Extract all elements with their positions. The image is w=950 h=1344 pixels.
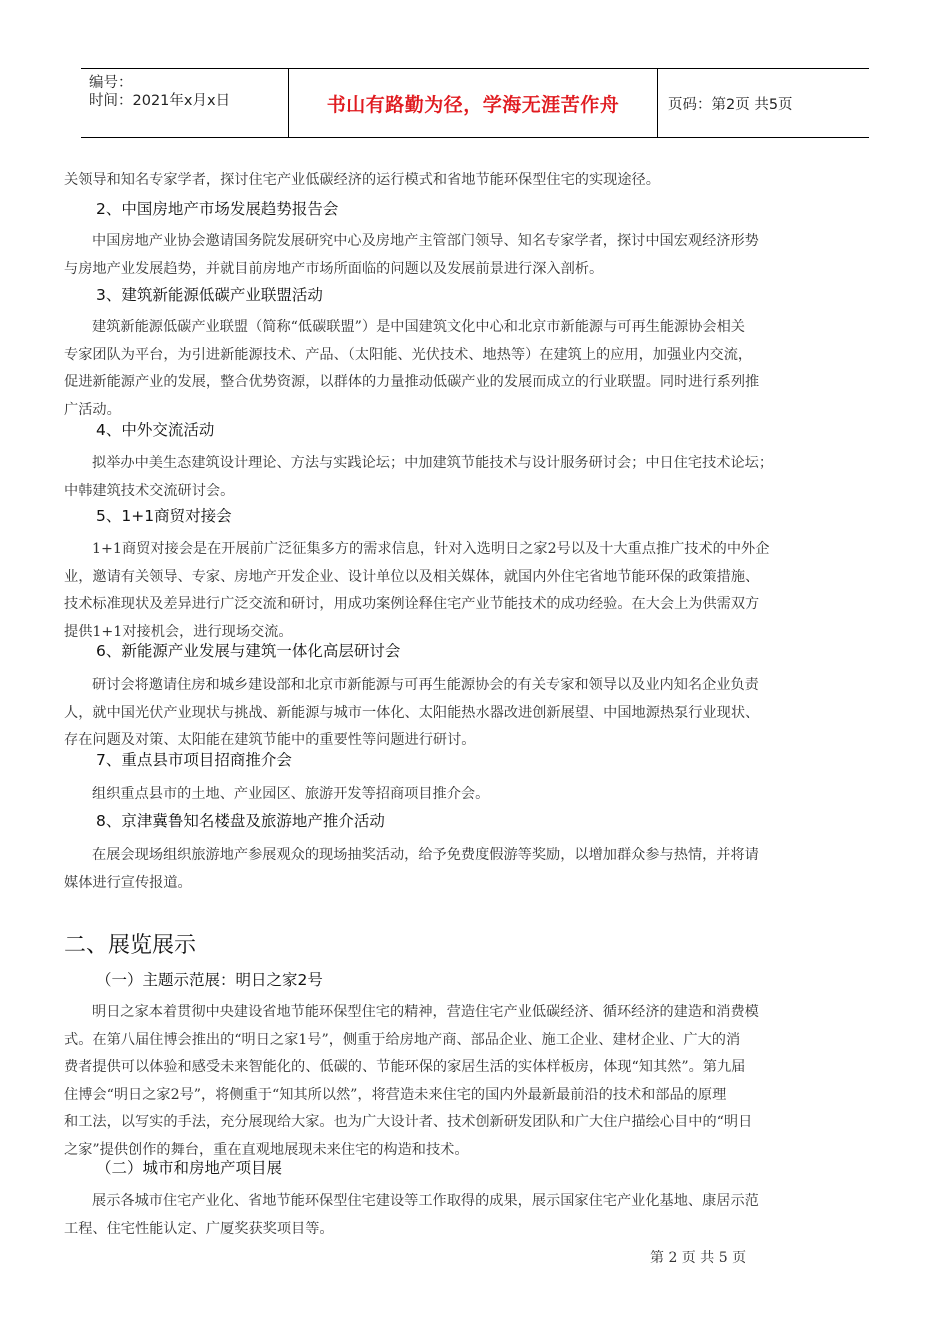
header-time: 时间：2021年x月x日 <box>89 93 231 109</box>
paragraph-line: 1+1商贸对接会是在开展前广泛征集多方的需求信息，针对入选明日之家2号以及十大重点推广技术的中外企 <box>92 541 770 557</box>
item7-heading: 7、重点县市项目招商推介会 <box>96 751 292 769</box>
paragraph-line: 在展会现场组织旅游地产参展观众的现场抽奖活动，给予免费度假游等奖励，以增加群众参与热情，并将请 <box>92 847 759 863</box>
sub1-heading: （一）主题示范展：明日之家2号 <box>96 971 323 989</box>
paragraph-line: 业，邀请有关领导、专家、房地产开发企业、设计单位以及相关媒体，就国内外住宅省地节能环保的政策措施、 <box>64 568 760 585</box>
header-number: 编号： <box>89 75 133 91</box>
page-footer: 第 2 页 共 5 页 <box>650 1250 747 1266</box>
sub2-heading: （二）城市和房地产项目展 <box>96 1159 283 1177</box>
item6-paragraph <box>64 672 904 755</box>
paragraph-line: 提供1+1对接机会，进行现场交流。 <box>64 623 293 640</box>
item8-paragraph <box>64 842 904 897</box>
item7-paragraph <box>64 781 904 809</box>
item2-heading: 2、中国房地产市场发展趋势报告会 <box>96 200 339 218</box>
paragraph-line: 存在问题及对策、太阳能在建筑节能中的重要性等问题进行研讨。 <box>64 732 476 748</box>
sub1-paragraph <box>64 999 904 1164</box>
item6-heading: 6、新能源产业发展与建筑一体化高层研讨会 <box>96 642 401 660</box>
paragraph-line: 和工法，以写实的手法，充分展现给大家。也为广大设计者、技术创新研发团队和广大住户描绘心目中的“明日 <box>64 1114 753 1130</box>
paragraph-line: 促进新能源产业的发展，整合优势资源，以群体的力量推动低碳产业的发展而成立的行业联盟。同时进行系列推 <box>64 374 760 390</box>
paragraph-line: 建筑新能源低碳产业联盟（简称“低碳联盟”）是中国建筑文化中心和北京市新能源与可再生能源协会相关 <box>92 319 745 335</box>
paragraph-line: 与房地产业发展趋势，并就目前房地产市场所面临的问题以及发展前景进行深入剖析。 <box>64 260 604 277</box>
header-motto: 书山有路勤为径，学海无涯苦作舟 <box>289 69 658 137</box>
paragraph-line: 费者提供可以体验和感受未来智能化的、低碳的、节能环保的家居生活的实体样板房，体现“知其然”。第九届 <box>64 1059 746 1075</box>
paragraph-line: 明日之家本着贯彻中央建设省地节能环保型住宅的精神，营造住宅产业低碳经济、循环经济的建造和消费模 <box>92 1004 759 1020</box>
paragraph-line: 人，就中国光伏产业现状与挑战、新能源与城市一体化、太阳能热水器改进创新展望、中国地源热泵行业现状、 <box>64 704 760 721</box>
item4-paragraph <box>64 450 904 505</box>
paragraph-line: 住博会“明日之家2号”，将侧重于“知其所以然”，将营造未来住宅的国内外最新最前沿的技术和部品的原理 <box>64 1086 727 1103</box>
item3-heading: 3、建筑新能源低碳产业联盟活动 <box>96 286 323 304</box>
paragraph-line: 组织重点县市的土地、产业园区、旅游开发等招商项目推介会。 <box>92 786 490 802</box>
item5-heading: 5、1+1商贸对接会 <box>96 507 232 525</box>
paragraph-line: 式。在第八届住博会推出的“明日之家1号”，侧重于给房地产商、部品企业、施工企业、建材企业、广大的消 <box>64 1031 741 1048</box>
section2-heading: 二、展览展示 <box>64 933 197 958</box>
paragraph-line: 研讨会将邀请住房和城乡建设部和北京市新能源与可再生能源协会的有关专家和领导以及业内知名企业负责 <box>92 677 759 693</box>
header-meta <box>81 69 289 137</box>
paragraph-line: 中国房地产业协会邀请国务院发展研究中心及房地产主管部门领导、知名专家学者，探讨中国宏观经济形势 <box>92 233 759 249</box>
paragraph-line: 拟举办中美生态建筑设计理论、方法与实践论坛；中加建筑节能技术与设计服务研讨会；中日住宅技术论坛； <box>92 455 774 471</box>
paragraph-line: 之家”提供创作的舞台，重在直观地展现未来住宅的构造和技术。 <box>64 1141 469 1158</box>
paragraph-line: 专家团队为平台，为引进新能源技术、产品、（太阳能、光伏技术、地热等）在建筑上的应用，加强业内交流， <box>64 346 753 363</box>
paragraph-line: 技术标准现状及差异进行广泛交流和研讨，用成功案例诠释住宅产业节能技术的成功经验。在大会上为供需双方 <box>64 596 760 612</box>
item5-paragraph <box>64 536 904 646</box>
paragraph-line: 展示各城市住宅产业化、省地节能环保型住宅建设等工作取得的成果，展示国家住宅产业化基地、康居示范 <box>92 1193 759 1209</box>
item8-heading: 8、京津冀鲁知名楼盘及旅游地产推介活动 <box>96 812 385 830</box>
item4-heading: 4、中外交流活动 <box>96 421 215 439</box>
document-header <box>81 68 869 138</box>
paragraph-line: 关领导和知名专家学者，探讨住宅产业低碳经济的运行模式和省地节能环保型住宅的实现途径。 <box>64 172 660 188</box>
header-page-info: 页码：第2页 共5页 <box>668 96 793 113</box>
paragraph-line: 工程、住宅性能认定、广厦奖获奖项目等。 <box>64 1220 334 1237</box>
item2-paragraph <box>64 228 904 283</box>
item3-paragraph <box>64 314 904 424</box>
intro-paragraph <box>64 167 904 195</box>
sub2-paragraph <box>64 1188 904 1243</box>
paragraph-line: 中韩建筑技术交流研讨会。 <box>64 482 235 499</box>
paragraph-line: 广活动。 <box>64 401 121 418</box>
paragraph-line: 媒体进行宣传报道。 <box>64 874 192 891</box>
